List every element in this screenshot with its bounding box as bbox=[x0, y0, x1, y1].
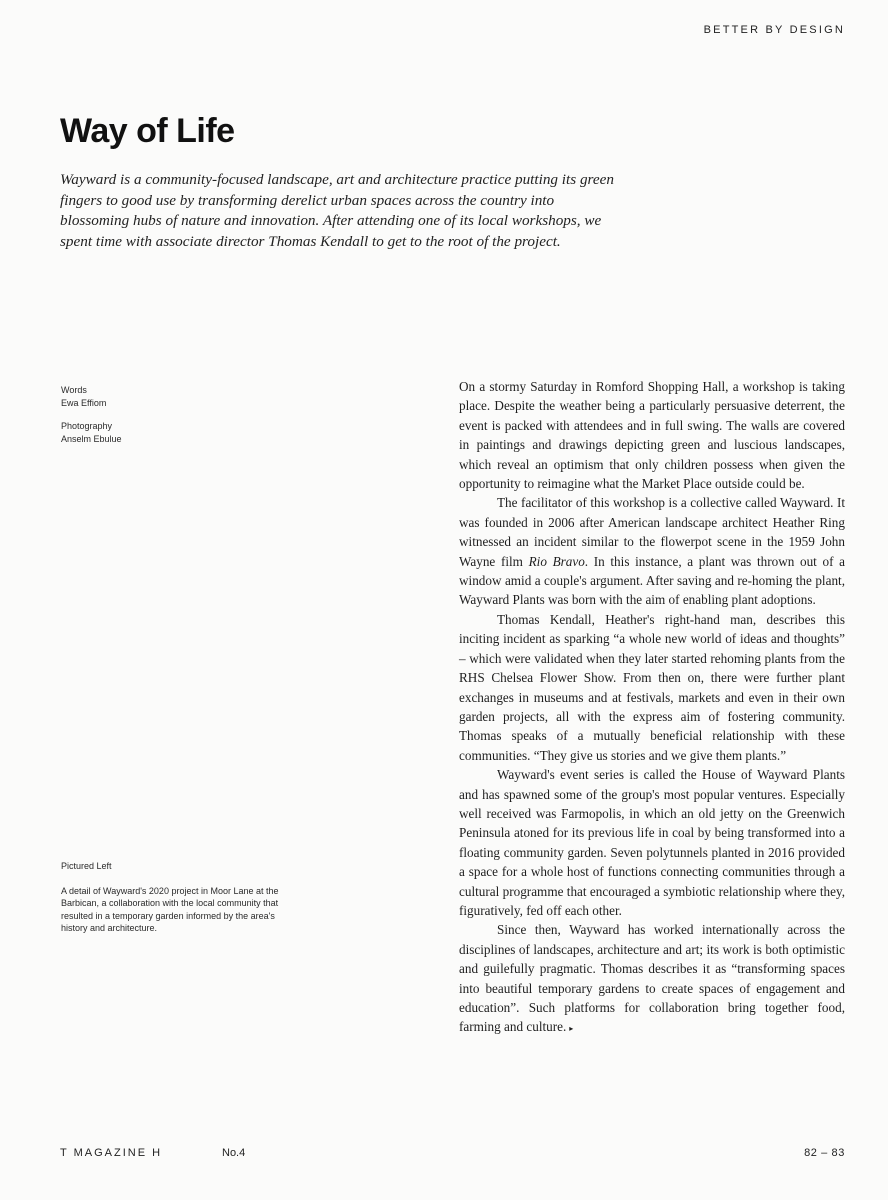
footer-issue-number: No.4 bbox=[222, 1147, 246, 1159]
body-paragraph-5 bbox=[459, 920, 845, 1038]
caption-text: A detail of Wayward's 2020 project in Moor Lane at the Barbican, a collaboration with the local community that resulted in a temporary garden informed by the area's history and architecture. bbox=[61, 885, 279, 933]
headline: Way of Life bbox=[60, 112, 235, 150]
caption-heading: Pictured Left bbox=[61, 861, 112, 871]
body-paragraph-1: On a stormy Saturday in Romford Shopping Hall, a workshop is taking place. Despite the weather being a particularly persuasive deterrent, the event is packed with attendees and in full swing. The walls are covered in paintings and drawings depicting green and luscious landscapes, which reveal an optimism that only children possess when given the opportunity to reimagine what the Market Place outside could be. bbox=[459, 379, 845, 492]
words-name: Ewa Effiom bbox=[61, 397, 107, 408]
body-paragraph-2-end: . In this instance, a plant was thrown out of a window amid a couple's argument. After saving and re-homing the plant, Wayward Plants was born with the aim of enabling plant adoptions. bbox=[459, 553, 846, 608]
body-paragraph-4: Wayward's event series is called the House of Wayward Plants and has spawned some of the group's most popular ventures. Especially well received was Farmopolis, in which an old jetty on the Greenwich Peninsula atoned for its previous life in coal by being transformed into a floating community garden. Seven polytunnels planted in 2016 provided a space for a whole host of functions connecting communities through a cultural programme that encouraged a symbiotic relationship where they, figuratively, fed off each other. bbox=[459, 767, 845, 918]
credits bbox=[61, 384, 301, 456]
film-title: Rio Bravo bbox=[528, 553, 585, 569]
image-caption bbox=[61, 860, 301, 935]
words-credit bbox=[61, 384, 301, 409]
photography-credit bbox=[61, 420, 301, 445]
footer-magazine-name: T MAGAZINE H bbox=[60, 1147, 163, 1159]
section-label: BETTER BY DESIGN bbox=[703, 24, 845, 36]
photography-label: Photography bbox=[61, 421, 113, 431]
body-paragraph-2 bbox=[459, 493, 845, 609]
article-body bbox=[459, 377, 845, 1039]
body-paragraph-3: Thomas Kendall, Heather's right-hand man, describes this inciting incident as sparking “a whole new world of ideas and thoughts” – which were validated when they later started rehoming plants from the RHS Chelsea Flower Show. From then on, there were further plant exchanges in museums and at festivals, markets and even in their own garden projects, all with the express aim of fostering community. Thomas speaks of a mutually beneficial relationship with these communities. “They give us stories and we give them plants.” bbox=[459, 611, 845, 763]
standfirst: Wayward is a community-focused landscape, art and architecture practice putting its green fingers to good use by transforming derelict urban spaces across the country into blossoming hubs of nature and innovation. After attending one of its local workshops, we spent time with associate director Thomas Kendall to get to the root of the project. bbox=[60, 171, 614, 250]
photography-name: Anselm Ebulue bbox=[61, 433, 122, 444]
footer-page-numbers: 82 – 83 bbox=[804, 1147, 845, 1159]
body-paragraph-2-start: The facilitator of this workshop is a collective called Wayward. It was founded in 2006 after American landscape architect Heather Ring witnessed an incident similar to the flowerpot scene in the 1959 John Wayne film bbox=[459, 495, 845, 569]
body-paragraph-5-text: Since then, Wayward has worked internationally across the disciplines of landscapes, architecture and art; its work is both optimistic and guilefully pragmatic. Thomas describes it as “transforming spaces into beautiful temporary gardens to create spaces of engagement and education”. Such platforms for collaboration bring together food, farming and culture. bbox=[459, 922, 845, 1035]
words-label: Words bbox=[61, 385, 87, 395]
continue-arrow-icon: ▸ bbox=[569, 1024, 574, 1034]
